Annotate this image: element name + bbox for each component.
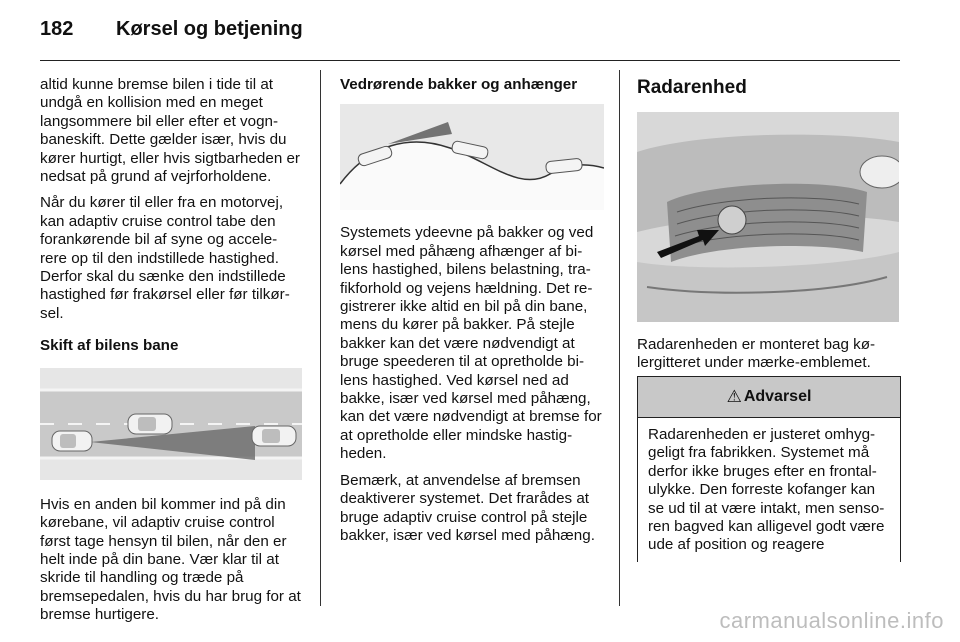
lane-change-illustration (40, 368, 302, 480)
section-heading-radar: Radarenhed (637, 77, 747, 98)
car-icon (252, 426, 296, 446)
chapter-title: Kørsel og betjening (116, 18, 303, 40)
warning-text: Radarenheden er justeret omhyg-geligt fra fabrikken. Systemet må derfor ikke bruges efter en frontal-ulykke. Den forreste kofanger kan se ud til at være intakt, men senso-ren bagved kan alligevel godt være ude af position og reagere (648, 426, 885, 554)
hills-illustration (340, 104, 604, 210)
page-header (40, 18, 900, 48)
column-divider (619, 70, 620, 606)
column-2 (340, 76, 604, 553)
paragraph: altid kunne bremse bilen i tide til at undgå en kollision med en meget langsommere bil eller efter et vogn-baneskift. Dette gælder især, hvis du kører hurtigt, eller hvis sigtbarheden er nedsat på grund af vejrforholdene. (40, 76, 300, 186)
watermark: carmanualsonline.info (719, 608, 944, 633)
paragraph: Radarenheden er monteret bag kø-lergitteret under mærke-emblemet. (637, 336, 876, 372)
section-heading-hills-trailer: Vedrørende bakker og anhænger (340, 76, 578, 93)
radar-unit-photo (637, 112, 899, 322)
header-divider (40, 60, 900, 61)
paragraph: Systemets ydeevne på bakker og ved kørsel med påhæng afhænger af bi-lens hastighed, bilens belastning, tra-fikforhold og vejens hældning. Det re-gistrerer ikke altid en bil på din bane, mens du kører på bakker. På stejle bakker kan det være nødvendigt at bruge speederen til at opretholde bi-lens hastighed. Ved kørsel ned ad bakke, især ved kørsel med påhæng, kan det være nødvendigt at bremse for at opretholde eller mindske hastig-heden. (340, 224, 602, 463)
warning-icon: ⚠ (726, 387, 742, 406)
car-icon (52, 431, 92, 451)
page-number: 182 (40, 18, 74, 40)
warning-title: Advarsel (743, 388, 812, 405)
warning-header (638, 377, 900, 418)
column-divider (320, 70, 321, 606)
emblem-icon (718, 206, 746, 234)
column-3 (637, 76, 899, 381)
section-heading-lane-change: Skift af bilens bane (40, 337, 179, 355)
paragraph: Hvis en anden bil kommer ind på din kørebane, vil adaptiv cruise control først tage hensyn til bilen, når den er helt inde på din bane. Vær klar til at skride til handling og træde på bremsepedalen, hvis du har brug for at bremse hurtigere. (40, 495, 301, 624)
paragraph: Bemærk, at anvendelse af bremsen deaktiverer systemet. Det frarådes at bruge adaptiv cruise control på stejle bakker, især ved kørsel med påhæng. (340, 471, 595, 544)
column-1 (40, 76, 302, 633)
warning-box (637, 376, 901, 562)
car-icon (128, 414, 172, 434)
paragraph: Når du kører til eller fra en motorvej, kan adaptiv cruise control tabe den forankørende bil af syne og accele-rere op til den indstillede hastighed. Derfor skal du sænke den indstillede hastighed før frakørsel eller før tilkør-sel. (40, 194, 290, 322)
